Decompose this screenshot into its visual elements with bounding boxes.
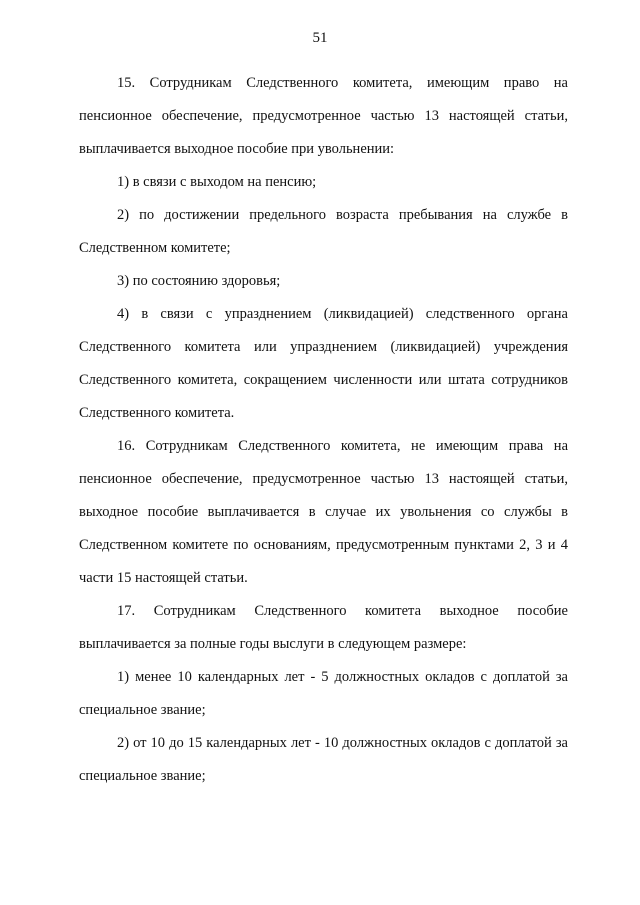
list-item-15-2 <box>79 199 568 265</box>
text-line: 1) менее 10 календарных лет - 5 должностных окладов с доплатой за <box>117 669 568 685</box>
list-item-15-1 <box>79 166 568 199</box>
text-line: 4) в связи с упразднением (ликвидацией) следственного органа <box>117 306 568 322</box>
list-item-17-1 <box>79 661 568 727</box>
text-line: выплачивается за полные годы выслуги в следующем размере: <box>79 636 467 652</box>
text-line: специальное звание; <box>79 702 206 718</box>
text-line: 16. Сотрудникам Следственного комитета, не имеющим права на <box>117 438 568 454</box>
text-line: Следственного комитета или упразднением (ликвидацией) учреждения <box>79 339 568 355</box>
text-line: Следственном комитете; <box>79 240 231 256</box>
text-line: 2) от 10 до 15 календарных лет - 10 должностных окладов с доплатой за <box>117 735 568 751</box>
text-line: 3) по состоянию здоровья; <box>117 273 281 289</box>
list-item-17-2 <box>79 727 568 793</box>
paragraph-17 <box>79 595 568 661</box>
text-line: Следственного комитета. <box>79 405 235 421</box>
text-line: выходное пособие выплачивается в случае их увольнения со службы в <box>79 504 568 520</box>
paragraph-15 <box>79 67 568 166</box>
list-item-15-3 <box>79 265 568 298</box>
text-line: 17. Сотрудникам Следственного комитета выходное пособие <box>117 603 568 619</box>
page-number: 51 <box>312 30 328 46</box>
text-line: выплачивается выходное пособие при увольнении: <box>79 141 395 157</box>
text-line: пенсионное обеспечение, предусмотренное частью 13 настоящей статьи, <box>79 108 568 124</box>
text-line: специальное звание; <box>79 768 206 784</box>
text-line: Следственном комитете по основаниям, предусмотренным пунктами 2, 3 и 4 <box>79 537 568 553</box>
text-line: 1) в связи с выходом на пенсию; <box>117 174 317 190</box>
paragraph-16 <box>79 430 568 595</box>
text-line: 2) по достижении предельного возраста пребывания на службе в <box>117 207 568 223</box>
list-item-15-4 <box>79 298 568 430</box>
text-line: Следственного комитета, сокращением численности или штата сотрудников <box>79 372 568 388</box>
text-line: 15. Сотрудникам Следственного комитета, имеющим право на <box>117 75 568 91</box>
document-body <box>79 67 568 793</box>
text-line: части 15 настоящей статьи. <box>79 570 248 586</box>
text-line: пенсионное обеспечение, предусмотренное частью 13 настоящей статьи, <box>79 471 568 487</box>
